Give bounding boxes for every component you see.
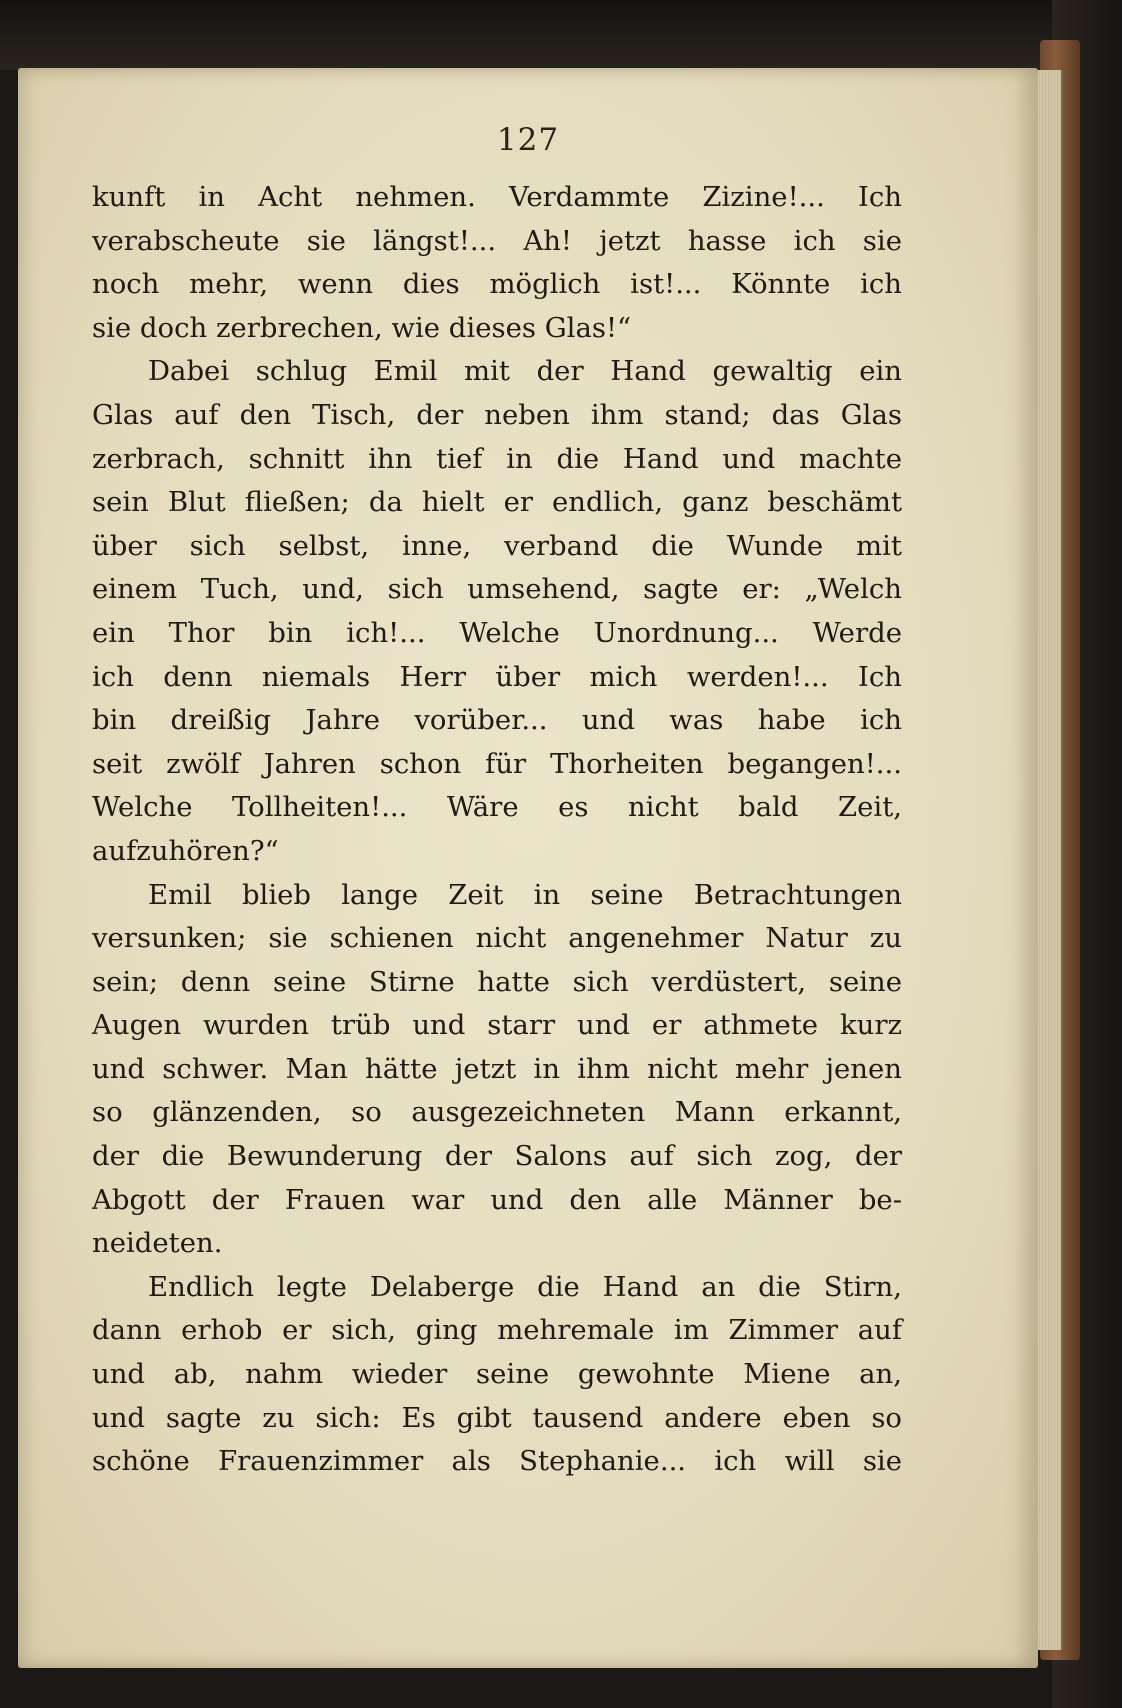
body-text: [92, 176, 902, 1484]
text-line: aufzuhören?“: [92, 834, 279, 867]
text-line: zerbrach, schnitt ihn tief in die Hand und machte: [92, 442, 902, 475]
text-line: neideten.: [92, 1227, 223, 1260]
page-number: 127: [496, 122, 560, 158]
text-line: kunft in Acht nehmen. Verdammte Zizine!... Ich: [92, 181, 902, 213]
text-line: Abgott der Frauen war und den alle Männer be-: [92, 1183, 902, 1216]
text-line: bin dreißig Jahre vorüber... und was habe ich: [92, 704, 902, 737]
text-line: dann erhob er sich, ging mehremale im Zimmer auf: [92, 1314, 902, 1347]
text-line: sein; denn seine Stirne hatte sich verdüstert, seine: [92, 965, 902, 998]
text-line: Augen wurden trüb und starr und er athmete kurz: [92, 1009, 902, 1042]
text-line: Dabei schlug Emil mit der Hand gewaltig ein: [148, 355, 902, 388]
page: [18, 68, 1038, 1668]
text-line: Endlich legte Delaberge die Hand an die Stirn,: [148, 1270, 902, 1303]
text-line: und schwer. Man hätte jetzt in ihm nicht mehr jenen: [92, 1052, 902, 1085]
text-line: Emil blieb lange Zeit in seine Betrachtungen: [148, 878, 902, 911]
text-line: und sagte zu sich: Es gibt tausend andere eben so: [92, 1401, 902, 1434]
text-line: der die Bewunderung der Salons auf sich zog, der: [92, 1140, 902, 1173]
text-line: einem Tuch, und, sich umsehend, sagte er: „Welch: [92, 573, 902, 606]
text-line: verabscheute sie längst!... Ah! jetzt hasse ich sie: [92, 224, 902, 257]
text-line: seit zwölf Jahren schon für Thorheiten begangen!...: [92, 747, 902, 780]
text-line: ich denn niemals Herr über mich werden!... Ich: [92, 660, 902, 693]
text-line: so glänzenden, so ausgezeichneten Mann erkannt,: [92, 1096, 902, 1129]
text-line: sie doch zerbrechen, wie dieses Glas!“: [92, 311, 632, 344]
text-line: ein Thor bin ich!... Welche Unordnung... Werde: [92, 616, 902, 649]
book-cover-top: [0, 0, 1122, 70]
text-line: noch mehr, wenn dies möglich ist!... Könnte ich: [92, 268, 902, 301]
text-line: und ab, nahm wieder seine gewohnte Miene an,: [92, 1358, 902, 1391]
text-line: Welche Tollheiten!... Wäre es nicht bald Zeit,: [92, 791, 902, 824]
text-line: sein Blut fließen; da hielt er endlich, ganz beschämt: [92, 486, 902, 519]
text-line: schöne Frauenzimmer als Stephanie... ich will sie: [92, 1445, 902, 1478]
text-line: Glas auf den Tisch, der neben ihm stand; das Glas: [92, 398, 902, 431]
page-stack-edge: [1035, 70, 1063, 1650]
text-line: über sich selbst, inne, verband die Wunde mit: [92, 529, 902, 562]
text-line: versunken; sie schienen nicht angenehmer Natur zu: [92, 922, 902, 955]
